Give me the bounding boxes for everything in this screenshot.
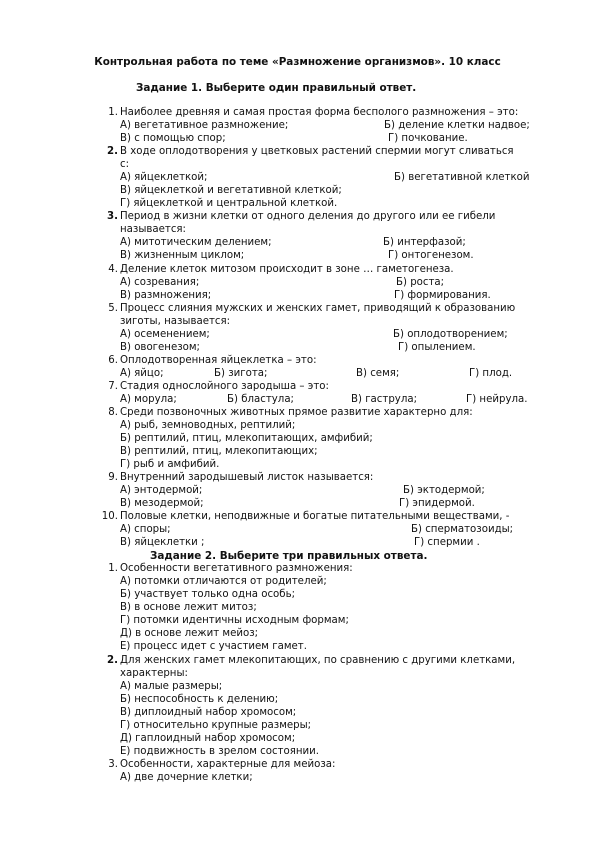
t2-q1-option: Е) процесс идет с участием гамет. — [120, 641, 307, 652]
q7-text: Стадия однослойного зародыша – это: — [120, 381, 329, 392]
q5-text: Процесс слияния мужских и женских гамет, приводящий к образованию — [120, 303, 516, 314]
t2-q1-number: 1. — [108, 563, 118, 574]
q8-option-d: Г) рыб и амфибий. — [120, 459, 220, 470]
q9-option-d: Г) эпидермой. — [399, 498, 475, 509]
q2-text: В ходе оплодотворения у цветковых растений спермии могут сливаться — [120, 146, 514, 157]
t2-q1-text: Особенности вегетативного размножения: — [120, 563, 353, 574]
q3-number: 3. — [107, 211, 118, 222]
q7-option-b: Б) бластула; — [227, 394, 294, 405]
q5-option-b: Б) оплодотворением; — [393, 329, 508, 340]
t2-q3-text: Особенности, характерные для мейоза: — [120, 759, 336, 770]
q1-option-d: Г) почкование. — [388, 133, 468, 144]
t2-q2-option: Г) относительно крупные размеры; — [120, 720, 312, 731]
task1-header: Задание 1. Выберите один правильный ответ. — [136, 82, 417, 94]
q6-option-a: А) яйцо; — [120, 368, 164, 379]
q9-option-b: Б) эктодермой; — [403, 485, 485, 496]
q6-number: 6. — [108, 355, 118, 366]
q10-option-c: В) яйцеклетки ; — [120, 537, 205, 548]
q3-option-a: А) митотическим делением; — [120, 237, 272, 248]
q5-option-c: В) овогенезом; — [120, 342, 200, 353]
t2-q2-number: 2. — [107, 655, 118, 666]
q7-option-a: А) морула; — [120, 394, 177, 405]
t2-q3-number: 3. — [108, 759, 118, 770]
q4-option-b: Б) роста; — [396, 277, 445, 288]
q5-text-cont: зиготы, называется: — [120, 316, 231, 327]
q3-option-b: Б) интерфазой; — [383, 237, 466, 248]
q8-number: 8. — [108, 407, 118, 418]
t2-q1-option: Д) в основе лежит мейоз; — [120, 628, 259, 639]
q6-option-c: В) семя; — [356, 368, 400, 379]
q2-number: 2. — [107, 146, 118, 157]
q5-option-a: А) осеменением; — [120, 329, 210, 340]
task2-header: Задание 2. Выберите три правильных ответа. — [150, 550, 428, 562]
q9-text: Внутренний зародышевый листок называется: — [120, 472, 374, 483]
t2-q3-option: А) две дочерние клетки; — [120, 772, 253, 783]
document-title: Контрольная работа по теме «Размножение организмов». 10 класс — [94, 56, 501, 68]
q2-text-cont: с: — [120, 159, 130, 170]
q5-option-d: Г) опылением. — [398, 342, 476, 353]
t2-q1-option: Г) потомки идентичны исходным формам; — [120, 615, 349, 626]
t2-q2-text: Для женских гамет млекопитающих, по сравнению с другими клетками, — [120, 655, 516, 666]
t2-q2-text-cont: характерны: — [120, 668, 188, 679]
t2-q1-option: Б) участвует только одна особь; — [120, 589, 296, 600]
q3-option-d: Г) онтогенезом. — [388, 250, 474, 261]
q5-number: 5. — [108, 303, 118, 314]
q3-option-c: В) жизненным циклом; — [120, 250, 245, 261]
q2-option-c: В) яйцеклеткой и вегетативной клеткой; — [120, 185, 342, 196]
q7-option-c: В) гаструла; — [351, 394, 418, 405]
q7-option-d: Г) нейрула. — [466, 394, 528, 405]
q6-option-d: Г) плод. — [469, 368, 513, 379]
q10-option-d: Г) спермии . — [414, 537, 480, 548]
q7-number: 7. — [108, 381, 118, 392]
t2-q1-option: В) в основе лежит митоз; — [120, 602, 257, 613]
q9-number: 9. — [108, 472, 118, 483]
q4-option-c: В) размножения; — [120, 290, 212, 301]
t2-q2-option: Д) гаплоидный набор хромосом; — [120, 733, 296, 744]
q9-option-a: А) энтодермой; — [120, 485, 203, 496]
q4-text: Деление клеток митозом происходит в зоне … гаметогенеза. — [120, 264, 454, 275]
q4-option-a: А) созревания; — [120, 277, 200, 288]
q2-option-b: Б) вегетативной клеткой — [394, 172, 530, 183]
t2-q2-option: В) диплоидный набор хромосом; — [120, 707, 297, 718]
q10-option-b: Б) сперматозоиды; — [411, 524, 514, 535]
q3-text-cont: называется: — [120, 224, 186, 235]
q6-text: Оплодотворенная яйцеклетка – это: — [120, 355, 317, 366]
q9-option-c: В) мезодермой; — [120, 498, 204, 509]
q1-option-c: В) с помощью спор; — [120, 133, 226, 144]
q10-text: Половые клетки, неподвижные и богатые питательными веществами, - — [120, 511, 510, 522]
q1-text: Наиболее древняя и самая простая форма бесполого размножения – это: — [120, 107, 519, 118]
q2-option-a: А) яйцеклеткой; — [120, 172, 208, 183]
q1-option-b: Б) деление клетки надвое; — [384, 120, 530, 131]
q8-option-c: В) рептилий, птиц, млекопитающих; — [120, 446, 318, 457]
q8-option-a: А) рыб, земноводных, рептилий; — [120, 420, 296, 431]
t2-q2-option: А) малые размеры; — [120, 681, 223, 692]
q4-number: 4. — [108, 264, 118, 275]
q8-option-b: Б) рептилий, птиц, млекопитающих, амфибий; — [120, 433, 373, 444]
t2-q1-option: А) потомки отличаются от родителей; — [120, 576, 327, 587]
q3-text: Период в жизни клетки от одного деления до другого или ее гибели — [120, 211, 496, 222]
q8-text: Среди позвоночных животных прямое развитие характерно для: — [120, 407, 473, 418]
q10-option-a: А) споры; — [120, 524, 171, 535]
t2-q2-option: Е) подвижность в зрелом состоянии. — [120, 746, 319, 757]
q4-option-d: Г) формирования. — [394, 290, 491, 301]
q10-number: 10. — [101, 511, 118, 522]
q6-option-b: Б) зигота; — [214, 368, 268, 379]
q2-option-d: Г) яйцеклеткой и центральной клеткой. — [120, 198, 338, 209]
q1-option-a: А) вегетативное размножение; — [120, 120, 289, 131]
t2-q2-option: Б) неспособность к делению; — [120, 694, 279, 705]
q1-number: 1. — [108, 107, 118, 118]
